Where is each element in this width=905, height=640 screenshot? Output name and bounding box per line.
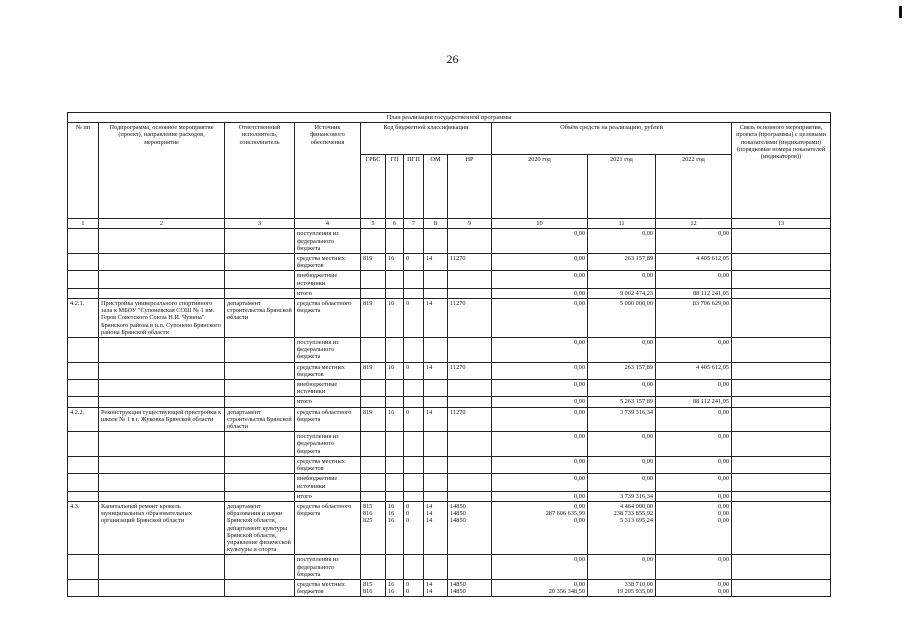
cell-executor: [225, 491, 295, 501]
cell-pgp: 0 0: [404, 579, 424, 596]
table-row: [68, 229, 831, 254]
cell-no: 4.2.2.: [68, 407, 99, 432]
cell-grbs: [361, 432, 386, 457]
cell-pgp: [404, 432, 424, 457]
cell-name: [99, 288, 225, 298]
cell-gp: 16 16: [386, 579, 404, 596]
header-name: Подпрограмма, основное мероприятие (проект), направление расходов, мероприятие: [99, 123, 225, 219]
cell-2020: 0,00: [492, 271, 588, 288]
cell-om: 14 14: [424, 579, 448, 596]
header-budget-code: Код бюджетной классификации: [361, 123, 492, 155]
edge-mark: [899, 6, 902, 18]
cell-nr: [448, 229, 492, 254]
cell-link: [732, 501, 831, 554]
cell-2022: 0,00 0,00: [656, 579, 732, 596]
column-number: 10: [492, 219, 588, 229]
cell-pgp: [404, 456, 424, 473]
cell-2020: 0,00: [492, 555, 588, 580]
header-grbs: ГРБС: [361, 155, 386, 219]
cell-pgp: [404, 338, 424, 363]
table-row: [68, 299, 831, 338]
cell-2021: 0,00: [588, 229, 656, 254]
cell-gp: [386, 456, 404, 473]
cell-2021: 338 710,00 19 205 935,00: [588, 579, 656, 596]
cell-executor: [225, 474, 295, 491]
cell-source: итого: [295, 288, 361, 298]
column-number: 5: [361, 219, 386, 229]
cell-name: Реконструкция существующей пристройки к школе № 1 в г. Жуковка Брянской области: [99, 407, 225, 432]
column-number: 11: [588, 219, 656, 229]
cell-source: итого: [295, 397, 361, 407]
column-number: 13: [732, 219, 831, 229]
cell-no: 4.2.1.: [68, 299, 99, 338]
cell-grbs: [361, 456, 386, 473]
cell-source: внебюджетные источники: [295, 474, 361, 491]
cell-grbs: 819: [361, 254, 386, 271]
cell-om: [424, 456, 448, 473]
header-2021: 2021 год: [588, 155, 656, 219]
cell-om: [424, 380, 448, 397]
cell-executor: [225, 338, 295, 363]
cell-no: [68, 579, 99, 596]
cell-2022: 0,00: [656, 432, 732, 457]
cell-source: внебюджетные источники: [295, 380, 361, 397]
cell-no: [68, 271, 99, 288]
cell-2021: 0,00: [588, 555, 656, 580]
cell-pgp: [404, 474, 424, 491]
cell-2021: 5 000 000,00: [588, 299, 656, 338]
cell-2022: 0,00: [656, 271, 732, 288]
cell-om: [424, 491, 448, 501]
cell-2020: 0,00: [492, 397, 588, 407]
cell-name: [99, 456, 225, 473]
cell-link: [732, 380, 831, 397]
cell-pgp: [404, 271, 424, 288]
cell-name: [99, 474, 225, 491]
table-row: [68, 338, 831, 363]
cell-no: [68, 397, 99, 407]
column-number: 12: [656, 219, 732, 229]
cell-name: [99, 555, 225, 580]
cell-gp: [386, 338, 404, 363]
cell-pgp: [404, 380, 424, 397]
cell-2020: 0,00: [492, 407, 588, 432]
cell-executor: [225, 271, 295, 288]
cell-om: [424, 229, 448, 254]
cell-name: [99, 432, 225, 457]
cell-om: [424, 474, 448, 491]
cell-grbs: [361, 229, 386, 254]
cell-2021: 263 157,89: [588, 254, 656, 271]
cell-gp: [386, 432, 404, 457]
cell-om: 14 14 14: [424, 501, 448, 554]
cell-executor: департамент строительства Брянской области: [225, 299, 295, 338]
table-row: [68, 407, 831, 432]
cell-executor: [225, 397, 295, 407]
cell-pgp: [404, 288, 424, 298]
cell-source: средства областного бюджета: [295, 407, 361, 432]
cell-link: [732, 288, 831, 298]
cell-grbs: [361, 474, 386, 491]
cell-link: [732, 254, 831, 271]
cell-name: Пристройка универсального спортивного зала к МБОУ "Супоневская СОШ № 1 им. Героя Советского Союза Н.И. Чувина" Брянского района в н.п. Супонево Брянского района Брянской области: [99, 299, 225, 338]
cell-nr: [448, 456, 492, 473]
table-row: [68, 432, 831, 457]
header-2020: 2020 год: [492, 155, 588, 219]
table-title-row: [68, 113, 831, 123]
cell-grbs: 815 816 825: [361, 501, 386, 554]
cell-2021: 0,00: [588, 338, 656, 363]
cell-pgp: [404, 555, 424, 580]
cell-source: поступления из федерального бюджета: [295, 432, 361, 457]
cell-name: [99, 229, 225, 254]
header-pgp: ПГП: [404, 155, 424, 219]
cell-om: [424, 397, 448, 407]
header-2022: 2022 год: [656, 155, 732, 219]
cell-2022: 0,00: [656, 555, 732, 580]
cell-name: [99, 271, 225, 288]
table-row: [68, 579, 831, 596]
cell-link: [732, 491, 831, 501]
cell-source: средства местных бюджетов: [295, 579, 361, 596]
cell-no: [68, 555, 99, 580]
cell-om: [424, 432, 448, 457]
cell-grbs: 819: [361, 299, 386, 338]
cell-source: поступления из федерального бюджета: [295, 229, 361, 254]
table-row: [68, 491, 831, 501]
table-row: [68, 397, 831, 407]
cell-link: [732, 271, 831, 288]
header-executor: Ответственный исполнитель, соисполнитель: [225, 123, 295, 219]
cell-pgp: [404, 491, 424, 501]
column-numbers-row: [68, 219, 831, 229]
cell-grbs: [361, 397, 386, 407]
cell-2020: 0,00: [492, 456, 588, 473]
cell-2022: 0,00: [656, 407, 732, 432]
cell-no: [68, 491, 99, 501]
cell-gp: 16: [386, 299, 404, 338]
table-row: [68, 288, 831, 298]
table-row: [68, 362, 831, 379]
cell-gp: 16: [386, 254, 404, 271]
cell-2021: 4 464 000,00 238 733 855,92 5 313 695,24: [588, 501, 656, 554]
cell-pgp: 0: [404, 254, 424, 271]
cell-executor: [225, 288, 295, 298]
cell-2020: 0,00: [492, 229, 588, 254]
cell-executor: [225, 362, 295, 379]
cell-2020: 0,00: [492, 491, 588, 501]
cell-gp: [386, 380, 404, 397]
cell-om: [424, 555, 448, 580]
cell-2022: 0,00: [656, 456, 732, 473]
cell-2021: 0,00: [588, 474, 656, 491]
cell-om: 14: [424, 362, 448, 379]
cell-source: внебюджетные источники: [295, 271, 361, 288]
cell-name: [99, 397, 225, 407]
cell-executor: [225, 579, 295, 596]
cell-2022: 0,00: [656, 229, 732, 254]
cell-source: итого: [295, 491, 361, 501]
cell-name: [99, 491, 225, 501]
cell-grbs: [361, 338, 386, 363]
cell-link: [732, 456, 831, 473]
table-row: [68, 271, 831, 288]
cell-executor: департамент образования и науки Брянской области, департамент культуры Брянской области, управление физической культуры и спорта: [225, 501, 295, 554]
cell-grbs: 815 816: [361, 579, 386, 596]
cell-2020: 0,00: [492, 362, 588, 379]
cell-2021: 0,00: [588, 271, 656, 288]
cell-link: [732, 299, 831, 338]
table-row: [68, 474, 831, 491]
cell-2020: 0,00: [492, 474, 588, 491]
cell-source: средства областного бюджета: [295, 501, 361, 554]
header-no: № пп: [68, 123, 99, 219]
cell-link: [732, 579, 831, 596]
cell-gp: [386, 397, 404, 407]
cell-source: поступления из федерального бюджета: [295, 338, 361, 363]
cell-executor: [225, 555, 295, 580]
cell-executor: [225, 254, 295, 271]
cell-executor: [225, 456, 295, 473]
cell-2020: 0,00: [492, 299, 588, 338]
cell-grbs: [361, 288, 386, 298]
cell-2020: 0,00: [492, 380, 588, 397]
cell-grbs: [361, 271, 386, 288]
cell-name: [99, 254, 225, 271]
cell-no: 4.3.: [68, 501, 99, 554]
cell-no: [68, 229, 99, 254]
cell-gp: [386, 555, 404, 580]
header-nr: НР: [448, 155, 492, 219]
cell-nr: [448, 555, 492, 580]
cell-link: [732, 555, 831, 580]
cell-executor: [225, 229, 295, 254]
cell-2022: 83 706 629,00: [656, 299, 732, 338]
cell-pgp: 0: [404, 362, 424, 379]
cell-nr: 11270: [448, 407, 492, 432]
header-om: ОМ: [424, 155, 448, 219]
cell-om: 14: [424, 299, 448, 338]
cell-2022: 0,00: [656, 474, 732, 491]
column-number: 7: [404, 219, 424, 229]
cell-grbs: 819: [361, 362, 386, 379]
cell-2022: 4 405 612,05: [656, 362, 732, 379]
table-row: [68, 501, 831, 554]
cell-link: [732, 397, 831, 407]
cell-grbs: [361, 555, 386, 580]
cell-link: [732, 432, 831, 457]
cell-gp: 16 16 16: [386, 501, 404, 554]
cell-link: [732, 474, 831, 491]
cell-name: [99, 579, 225, 596]
cell-om: 14: [424, 407, 448, 432]
cell-2021: 0,00: [588, 380, 656, 397]
cell-nr: [448, 491, 492, 501]
cell-gp: [386, 491, 404, 501]
cell-source: средства местных бюджетов: [295, 456, 361, 473]
cell-om: [424, 271, 448, 288]
column-number: 6: [386, 219, 404, 229]
cell-nr: 11270: [448, 362, 492, 379]
header-volume: Объём средств на реализацию, рублей: [492, 123, 732, 155]
cell-2021: 3 739 316,34: [588, 491, 656, 501]
cell-source: средства местных бюджетов: [295, 362, 361, 379]
cell-nr: [448, 380, 492, 397]
cell-pgp: 0 0 0: [404, 501, 424, 554]
header-row-1: [68, 123, 831, 155]
cell-nr: [448, 397, 492, 407]
cell-nr: 11270: [448, 254, 492, 271]
cell-2020: 0,00: [492, 254, 588, 271]
cell-executor: [225, 380, 295, 397]
cell-gp: [386, 229, 404, 254]
cell-gp: [386, 474, 404, 491]
cell-gp: [386, 288, 404, 298]
cell-2020: 0,00: [492, 288, 588, 298]
cell-pgp: 0: [404, 299, 424, 338]
cell-pgp: 0: [404, 407, 424, 432]
cell-no: [68, 288, 99, 298]
cell-2020: 0,00 20 356 348,50: [492, 579, 588, 596]
cell-2020: 0,00: [492, 338, 588, 363]
column-number: 8: [424, 219, 448, 229]
column-number: 3: [225, 219, 295, 229]
cell-nr: 14850 14850: [448, 579, 492, 596]
table-row: [68, 555, 831, 580]
cell-2021: 3 739 316,34: [588, 407, 656, 432]
cell-2022: 88 112 241,05: [656, 397, 732, 407]
header-link: Связь основного мероприятия, проекта (программы) с целевыми показателями (индикаторами) (порядковые номера показателей (индикаторов)): [732, 123, 831, 219]
cell-2022: 0,00: [656, 338, 732, 363]
cell-grbs: [361, 380, 386, 397]
table-row: [68, 456, 831, 473]
cell-grbs: [361, 491, 386, 501]
cell-grbs: 819: [361, 407, 386, 432]
cell-source: средства областного бюджета: [295, 299, 361, 338]
column-number: 4: [295, 219, 361, 229]
plan-table: [67, 112, 831, 597]
cell-nr: [448, 338, 492, 363]
cell-nr: [448, 474, 492, 491]
cell-no: [68, 380, 99, 397]
cell-2021: 5 263 157,89: [588, 397, 656, 407]
cell-gp: 16: [386, 407, 404, 432]
cell-2022: 88 112 241,05: [656, 288, 732, 298]
cell-link: [732, 407, 831, 432]
header-source: Источник финансового обеспечения: [295, 123, 361, 219]
cell-source: поступления из федерального бюджета: [295, 555, 361, 580]
cell-nr: [448, 288, 492, 298]
cell-no: [68, 456, 99, 473]
cell-pgp: [404, 397, 424, 407]
cell-no: [68, 474, 99, 491]
cell-name: [99, 338, 225, 363]
table-title: План реализации государственной программы: [68, 113, 831, 123]
cell-gp: 16: [386, 362, 404, 379]
cell-no: [68, 432, 99, 457]
cell-2022: 4 405 612,05: [656, 254, 732, 271]
cell-2020: 0,00: [492, 432, 588, 457]
table-row: [68, 380, 831, 397]
cell-no: [68, 362, 99, 379]
cell-executor: департамент строительства Брянской области: [225, 407, 295, 432]
column-number: 1: [68, 219, 99, 229]
cell-no: [68, 338, 99, 363]
cell-source: средства местных бюджетов: [295, 254, 361, 271]
cell-om: [424, 288, 448, 298]
cell-om: [424, 338, 448, 363]
cell-nr: [448, 271, 492, 288]
cell-link: [732, 229, 831, 254]
table-row: [68, 254, 831, 271]
cell-link: [732, 338, 831, 363]
column-number: 2: [99, 219, 225, 229]
cell-link: [732, 362, 831, 379]
cell-pgp: [404, 229, 424, 254]
column-number: 9: [448, 219, 492, 229]
cell-name: Капитальный ремонт кровель муниципальных образовательных организаций Брянской области: [99, 501, 225, 554]
cell-name: [99, 380, 225, 397]
cell-nr: [448, 432, 492, 457]
cell-2022: 0,00: [656, 380, 732, 397]
cell-om: 14: [424, 254, 448, 271]
header-gp: ГП: [386, 155, 404, 219]
cell-2021: 0,00: [588, 432, 656, 457]
cell-executor: [225, 432, 295, 457]
cell-2021: 0,00: [588, 456, 656, 473]
cell-2020: 0,00 287 606 635,99 0,00: [492, 501, 588, 554]
cell-gp: [386, 271, 404, 288]
cell-2022: 0,00 0,00 0,00: [656, 501, 732, 554]
cell-2021: 263 157,89: [588, 362, 656, 379]
cell-name: [99, 362, 225, 379]
page-number: 26: [446, 52, 459, 66]
cell-2021: 9 002 474,23: [588, 288, 656, 298]
cell-nr: 11270: [448, 299, 492, 338]
cell-2022: 0,00: [656, 491, 732, 501]
cell-nr: 14850 14850 14850: [448, 501, 492, 554]
cell-no: [68, 254, 99, 271]
